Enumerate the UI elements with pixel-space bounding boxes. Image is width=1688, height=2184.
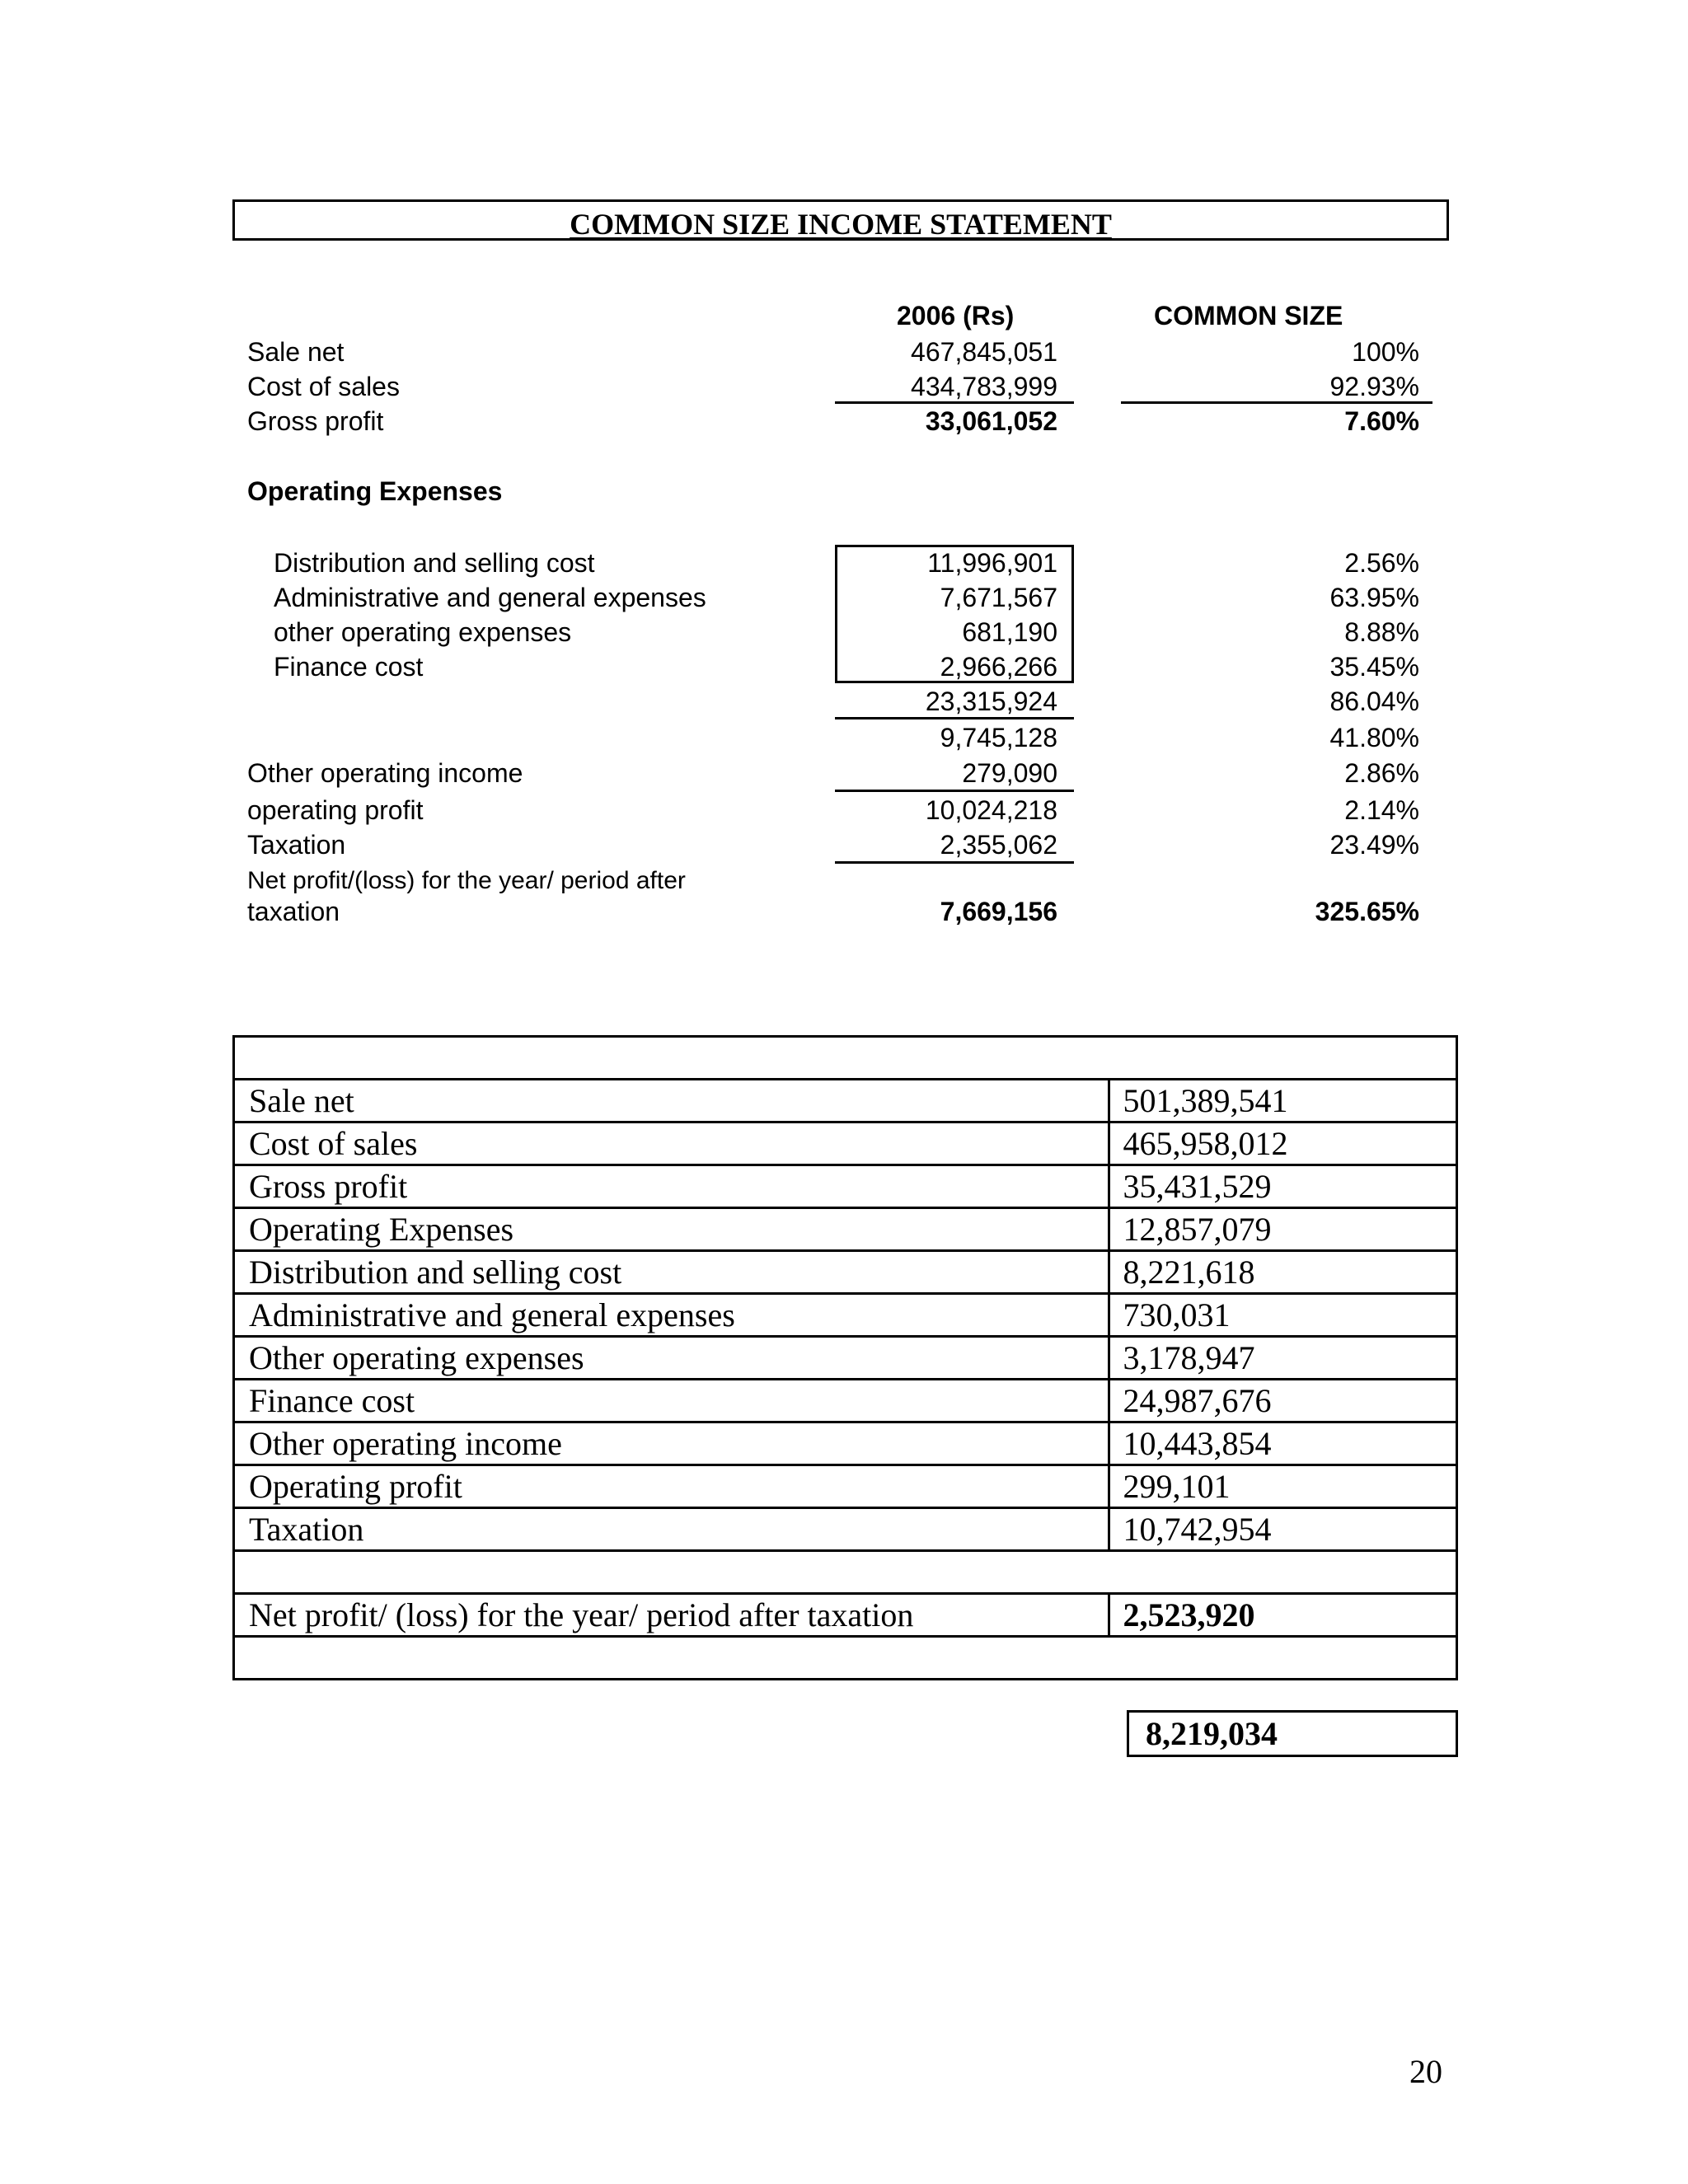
other-operating-expenses-pct: 8.88%: [1344, 617, 1419, 647]
table-row-label: Operating profit: [234, 1465, 1109, 1508]
table-row-value: 465,958,012: [1109, 1122, 1457, 1165]
table-row: [234, 1208, 1457, 1251]
table-row-value: 10,742,954: [1109, 1508, 1457, 1551]
sale-net-pct: 100%: [1352, 337, 1419, 367]
distribution-label: Distribution and selling cost: [274, 548, 595, 578]
other-operating-income-amount: 279,090: [962, 758, 1057, 788]
net-profit-label: Net profit/ (loss) for the year/ period after taxation: [234, 1594, 1109, 1637]
table-row-label: Finance cost: [234, 1380, 1109, 1422]
table-row-value: 299,101: [1109, 1465, 1457, 1508]
distribution-pct: 2.56%: [1344, 548, 1419, 578]
table-row-value: 3,178,947: [1109, 1337, 1457, 1380]
page-number: 20: [1409, 2053, 1442, 2090]
other-operating-expenses-label: other operating expenses: [274, 617, 572, 647]
finance-cost-amount: 2,966,266: [940, 652, 1057, 682]
table-row-net-profit: [234, 1594, 1457, 1637]
operating-expenses-heading: Operating Expenses: [247, 476, 503, 506]
finance-cost-pct: 35.45%: [1329, 652, 1419, 682]
table-row-label: Operating Expenses: [234, 1208, 1109, 1251]
underline-taxation: [835, 861, 1074, 864]
table-row: [234, 1165, 1457, 1208]
final-total: 8,219,034: [1127, 1710, 1458, 1757]
table-row-label: Administrative and general expenses: [234, 1294, 1109, 1337]
table-row: [234, 1122, 1457, 1165]
administrative-pct: 63.95%: [1329, 583, 1419, 612]
table-row-value: 12,857,079: [1109, 1208, 1457, 1251]
cost-of-sales-label: Cost of sales: [247, 372, 400, 401]
remainder-amount: 9,745,128: [940, 723, 1057, 752]
underline-cost-amount: [835, 401, 1074, 404]
taxation-label: Taxation: [247, 830, 346, 860]
table-row-label: Other operating expenses: [234, 1337, 1109, 1380]
other-operating-expenses-amount: 681,190: [962, 617, 1057, 647]
taxation-pct: 23.49%: [1329, 830, 1419, 860]
table-blank-row: [234, 1637, 1457, 1680]
table-row-value: 24,987,676: [1109, 1380, 1457, 1422]
table-row: [234, 1422, 1457, 1465]
table-header-empty-row: [234, 1037, 1457, 1080]
gross-profit-label: Gross profit: [247, 406, 384, 436]
table-row-label: Gross profit: [234, 1165, 1109, 1208]
page-title: COMMON SIZE INCOME STATEMENT: [570, 208, 1112, 241]
table-row-value: 501,389,541: [1109, 1080, 1457, 1122]
table-row: [234, 1508, 1457, 1551]
underline-other-income: [835, 790, 1074, 792]
operating-profit-pct: 2.14%: [1344, 795, 1419, 825]
distribution-amount: 11,996,901: [927, 548, 1057, 578]
table-row: [234, 1465, 1457, 1508]
expense-box-right: [1071, 545, 1074, 683]
subtotal-pct: 86.04%: [1329, 687, 1419, 716]
table-row-value: 35,431,529: [1109, 1165, 1457, 1208]
net-profit-amount: 7,669,156: [940, 897, 1057, 926]
remainder-pct: 41.80%: [1329, 723, 1419, 752]
table-row-label: Taxation: [234, 1508, 1109, 1551]
table-row-value: 730,031: [1109, 1294, 1457, 1337]
finance-cost-label: Finance cost: [274, 652, 424, 682]
sale-net-amount: 467,845,051: [911, 337, 1057, 367]
gross-profit-pct: 7.60%: [1344, 406, 1419, 436]
operating-profit-amount: 10,024,218: [925, 795, 1057, 825]
taxation-amount: 2,355,062: [940, 830, 1057, 860]
administrative-amount: 7,671,567: [940, 583, 1057, 612]
title-box: [232, 199, 1449, 241]
underline-subtotal: [835, 717, 1074, 719]
table-row: [234, 1380, 1457, 1422]
table-row-label: Distribution and selling cost: [234, 1251, 1109, 1294]
other-operating-income-pct: 2.86%: [1344, 758, 1419, 788]
cost-of-sales-amount: 434,783,999: [911, 372, 1057, 401]
table-row-label: Cost of sales: [234, 1122, 1109, 1165]
subtotal-amount: 23,315,924: [925, 687, 1057, 716]
table-row-value: 10,443,854: [1109, 1422, 1457, 1465]
net-profit-value: 2,523,920: [1109, 1594, 1457, 1637]
table-row-value: 8,221,618: [1109, 1251, 1457, 1294]
other-operating-income-label: Other operating income: [247, 758, 523, 788]
sale-net-label: Sale net: [247, 337, 345, 367]
header-year: 2006 (Rs): [897, 301, 1015, 330]
comparison-table: [232, 1035, 1458, 1680]
administrative-label: Administrative and general expenses: [274, 583, 706, 612]
net-profit-label-line1: Net profit/(loss) for the year/ period after: [247, 867, 686, 894]
table-row: [234, 1294, 1457, 1337]
cost-of-sales-pct: 92.93%: [1329, 372, 1419, 401]
table-blank-row: [234, 1551, 1457, 1594]
net-profit-pct: 325.65%: [1315, 897, 1419, 926]
table-row-label: Sale net: [234, 1080, 1109, 1122]
gross-profit-amount: 33,061,052: [925, 406, 1057, 436]
table-row: [234, 1337, 1457, 1380]
table-row: [234, 1080, 1457, 1122]
operating-profit-label: operating profit: [247, 795, 424, 825]
header-common-size: COMMON SIZE: [1154, 301, 1343, 330]
net-profit-label-line2: taxation: [247, 897, 340, 926]
underline-cost-pct: [1121, 401, 1432, 404]
table-row: [234, 1251, 1457, 1294]
table-row-label: Other operating income: [234, 1422, 1109, 1465]
